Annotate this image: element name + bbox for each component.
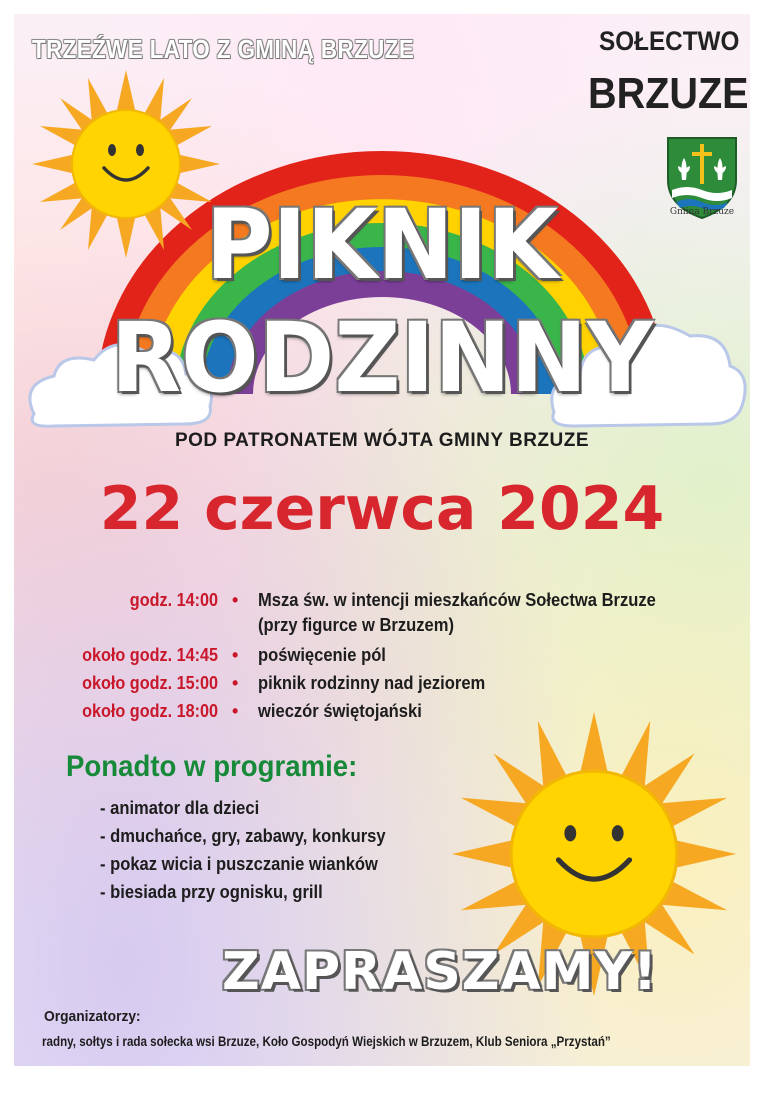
program-item: - animator dla dzieci bbox=[100, 798, 260, 818]
schedule-desc: Msza św. w intencji mieszkańców Sołectwa Brzuze bbox=[258, 590, 656, 610]
schedule-time: około godz. 18:00 bbox=[82, 701, 218, 721]
schedule-time: godz. 14:00 bbox=[129, 590, 218, 610]
schedule-time: około godz. 15:00 bbox=[82, 673, 218, 693]
poster bbox=[14, 14, 750, 1066]
schedule-desc-continued: (przy figurce w Brzuzem) bbox=[258, 615, 454, 635]
schedule-desc: poświęcenie pól bbox=[258, 645, 386, 665]
program-heading: Ponadto w programie: bbox=[66, 750, 358, 783]
bullet: • bbox=[232, 645, 239, 665]
program-item: - biesiada przy ognisku, grill bbox=[100, 882, 323, 902]
schedule-desc: wieczór świętojański bbox=[258, 701, 422, 721]
campaign-title: TRZEŹWE LATO Z GMINĄ BRZUZE bbox=[32, 34, 415, 64]
schedule-time: około godz. 14:45 bbox=[82, 645, 218, 665]
invite-text: ZAPRASZAMY! bbox=[222, 942, 658, 1002]
bullet: • bbox=[232, 673, 239, 693]
patronage-text: POD PATRONATEM WÓJTA GMINY BRZUZE bbox=[174, 430, 590, 451]
coat-of-arms-label: Gmina Brzuze bbox=[669, 207, 735, 217]
title-line-2: RODZINNY bbox=[110, 302, 654, 414]
program-item: - dmuchańce, gry, zabawy, konkursy bbox=[100, 826, 386, 846]
bullet: • bbox=[232, 701, 239, 721]
schedule-desc: piknik rodzinny nad jeziorem bbox=[258, 673, 486, 693]
program-item: - pokaz wicia i puszczanie wianków bbox=[100, 854, 378, 874]
organizers-label: Organizatorzy: bbox=[44, 1008, 141, 1025]
event-date: 22 czerwca 2024 bbox=[99, 474, 665, 544]
organizers-text: radny, sołtys i rada sołecka wsi Brzuze, Koło Gospodyń Wiejskich w Brzuzem, Klub Seniora „Przystań” bbox=[42, 1034, 611, 1049]
solectwo-name: BRZUZE bbox=[588, 69, 749, 118]
bullet: • bbox=[232, 590, 239, 610]
title-line-1: PIKNIK bbox=[205, 189, 559, 301]
solectwo-label: SOŁECTWO bbox=[599, 26, 740, 56]
